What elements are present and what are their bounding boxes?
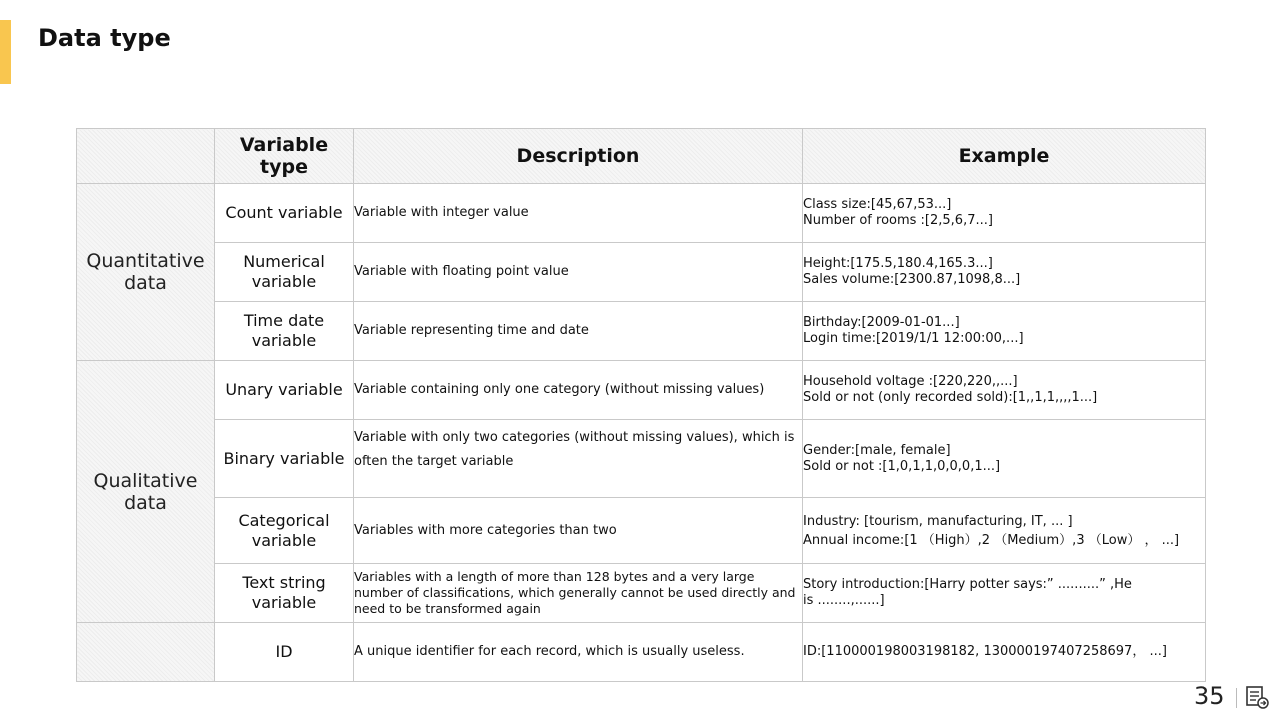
variable-type-cell: Binary variable [215,420,354,498]
table-row [77,361,1206,420]
example-line: Height:[175.5,180.4,165.3...] [803,256,993,271]
example-line: is ........,......] [803,593,885,608]
group-label: Quantitative data [86,250,205,294]
table-row [77,243,1206,302]
example-line: Gender:[male, female] [803,442,951,458]
example-cell [803,564,1206,623]
example-line: Annual income:[1 （High）,2 （Medium）,3 （Low） ， ...] [803,532,1180,548]
example-cell [803,302,1206,361]
table-row [77,623,1206,682]
example-cell [803,623,1206,682]
data-type-table [76,128,1206,682]
variable-type-label: Text string variable [242,573,326,612]
example-line: Sold or not :[1,0,1,1,0,0,0,1...] [803,458,1001,474]
table-header-row [77,129,1206,184]
example-line: Number of rooms :[2,5,6,7...] [803,213,993,228]
example-cell [803,420,1206,498]
slide-notes-icon-graphic [1244,684,1270,710]
variable-type-cell: ID [215,623,354,682]
variable-type-cell [215,498,354,564]
table-row [77,564,1206,623]
slide-notes-icon[interactable] [1244,684,1270,710]
page-title: Data type [38,24,171,52]
example-line: Sales volume:[2300.87,1098,8...] [803,272,1021,287]
variable-type-cell: Unary variable [215,361,354,420]
variable-type-label: Categorical variable [238,510,330,550]
description-cell: A unique identifier for each record, which is usually useless. [354,623,803,682]
description-cell: Variable representing time and date [354,302,803,361]
variable-type-label: Numerical variable [243,252,325,291]
group-quantitative-data [77,184,215,361]
example-line: Story introduction:[Harry potter says:” ..........” ,He [803,577,1132,592]
example-line: ID:[110000198003198182, 130000197407258697， ...] [803,644,1167,659]
description-cell: Variable with floating point value [354,243,803,302]
variable-type-cell [215,564,354,623]
example-cell [803,498,1206,564]
variable-type-label: Time date variable [243,311,325,350]
header-group-cell [77,129,215,184]
title-accent-bar [0,20,11,84]
example-line: Birthday:[2009-01-01...] [803,315,960,330]
header-description: Description [354,129,803,184]
variable-type-cell [215,302,354,361]
example-line: Class size:[45,67,53...] [803,197,952,212]
description-cell: Variable with only two categories (without missing values), which is often the target variable [354,420,803,498]
variable-type-cell: Count variable [215,184,354,243]
variable-type-cell [215,243,354,302]
example-line: Industry: [tourism, manufacturing, IT, ... ] [803,513,1073,529]
example-line: Household voltage :[220,220,,...] [803,374,1018,389]
group-other [77,623,215,682]
description-cell: Variable containing only one category (without missing values) [354,361,803,420]
header-example: Example [803,129,1206,184]
example-cell [803,243,1206,302]
table-row [77,184,1206,243]
table-row [77,498,1206,564]
description-cell: Variables with a length of more than 128 bytes and a very large number of classifications, which generally cannot be used directly and need to be transformed again [354,564,803,623]
table-row [77,420,1206,498]
footer-divider [1236,688,1237,708]
description-cell: Variable with integer value [354,184,803,243]
example-cell [803,184,1206,243]
description-cell: Variables with more categories than two [354,498,803,564]
table-row [77,302,1206,361]
header-variable-type: Variable type [215,129,354,184]
example-cell [803,361,1206,420]
example-line: Sold or not (only recorded sold):[1,,1,1,,,,1...] [803,390,1098,405]
group-qualitative-data [77,361,215,623]
page-number: 35 [1194,682,1225,710]
group-label: Qualitative data [93,469,198,514]
example-line: Login time:[2019/1/1 12:00:00,...] [803,331,1024,346]
